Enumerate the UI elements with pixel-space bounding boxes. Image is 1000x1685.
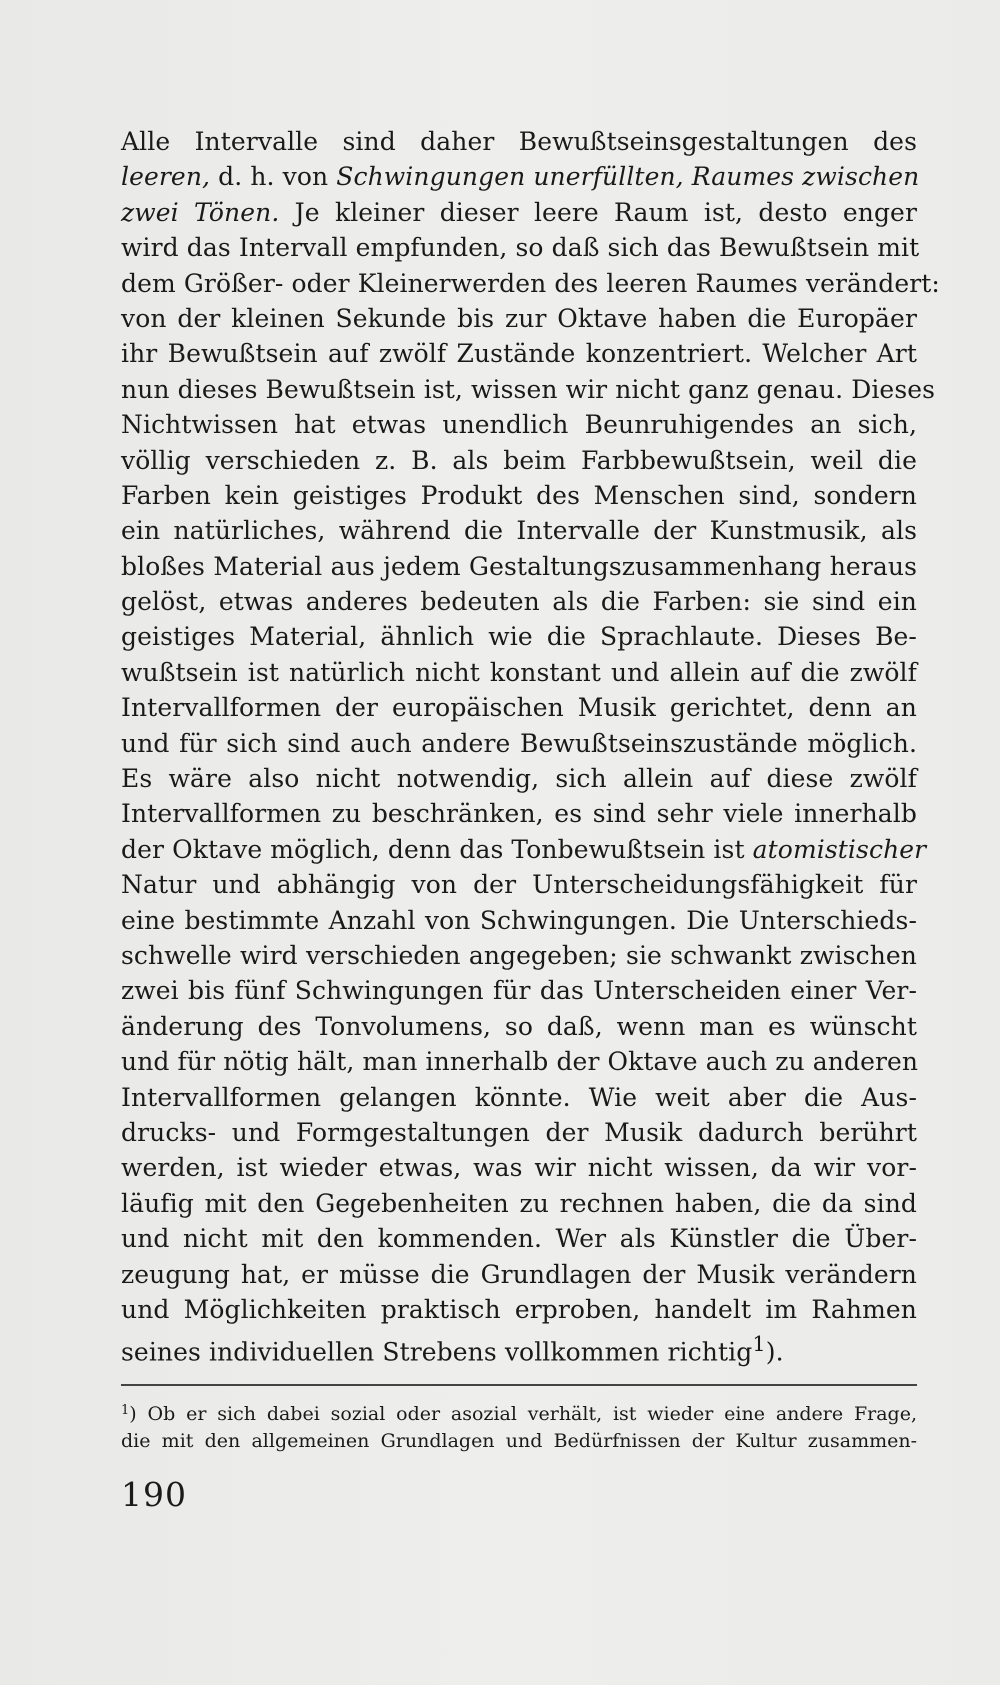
body-line (121, 584, 917, 619)
footnote (121, 1396, 917, 1456)
italic-text: leeren, (121, 162, 211, 192)
text-run: geistiges Material, ähnlich wie die Sprachlaute. Dieses Be- (121, 622, 917, 652)
body-line (121, 903, 917, 938)
text-run: zeugung hat, er müsse die Grundlagen der Musik verändern (121, 1259, 917, 1289)
text-run: werden, ist wieder etwas, was wir nicht wissen, da wir vor- (121, 1153, 917, 1183)
body-text (121, 124, 940, 1367)
body-line (121, 336, 917, 371)
italic-text: Schwingungen unerfüllten, Raumes zwischen (336, 162, 920, 192)
text-run: zwei bis fünf Schwingungen für das Unterscheiden einer Ver- (121, 976, 917, 1006)
body-line (121, 761, 917, 796)
text-run: der Oktave möglich, denn das Tonbewußtsein ist (121, 834, 753, 864)
italic-text: atomistischer (752, 834, 927, 864)
text-run: Je kleiner dieser leere Raum ist, desto enger (279, 197, 917, 227)
italic-text: zwei Tönen. (121, 197, 280, 227)
text-run: drucks- und Formgestaltungen der Musik dadurch berührt (121, 1117, 917, 1147)
footnote-marker: 1 (121, 1403, 130, 1418)
text-run: wußtsein ist natürlich nicht konstant und allein auf die zwölf (121, 657, 917, 687)
text-run: von der kleinen Sekunde bis zur Oktave haben die Europäer (121, 303, 917, 333)
text-run: ihr Bewußtsein auf zwölf Zustände konzentriert. Welcher Art (121, 339, 917, 369)
text-run: änderung des Tonvolumens, so daß, wenn man es wünscht (121, 1011, 917, 1041)
body-line (121, 513, 917, 548)
text-run: ) Ob er sich dabei sozial oder asozial verhält, ist wieder eine andere Frage, (129, 1403, 917, 1425)
text-run: gelöst, etwas anderes bedeuten als die Farben: sie sind ein (121, 587, 917, 617)
body-line (121, 1150, 917, 1185)
text-run: schwelle wird verschieden angegeben; sie schwankt zwischen (121, 940, 917, 970)
body-line (121, 230, 920, 265)
text-run: eine bestimmte Anzahl von Schwingungen. Die Unterschieds- (121, 905, 917, 935)
body-line (121, 1292, 917, 1327)
body-line (121, 867, 917, 902)
text-run: Intervallformen der europäischen Musik gerichtet, denn an (121, 693, 917, 723)
text-run: Intervallformen gelangen könnte. Wie weit aber die Aus- (121, 1082, 917, 1112)
text-run: und für sich sind auch andere Bewußtseinszustände möglich. (121, 728, 917, 758)
body-line (121, 195, 917, 230)
body-line (121, 124, 917, 159)
body-line (121, 832, 927, 867)
body-line (121, 796, 917, 831)
text-run: Nichtwissen hat etwas unendlich Beunruhigendes an sich, (121, 410, 917, 440)
body-line (121, 266, 940, 301)
body-line (121, 1221, 917, 1256)
body-line (121, 407, 917, 442)
body-line (121, 478, 917, 513)
footnote-line (121, 1396, 917, 1426)
text-run: und Möglichkeiten praktisch erproben, handelt im Rahmen (121, 1294, 917, 1324)
text-run: ein natürliches, während die Intervalle der Kunstmusik, als (121, 516, 917, 546)
text-run: und für nötig hält, man innerhalb der Oktave auch zu anderen (121, 1047, 919, 1077)
body-line (121, 938, 917, 973)
text-run: und nicht mit den kommenden. Wer als Künstler die Über- (121, 1224, 917, 1254)
text-run: d. h. von (210, 162, 337, 192)
text-run: Es wäre also nicht notwendig, sich allein auf diese zwölf (121, 764, 917, 794)
text-run: bloßes Material aus jedem Gestaltungszusammenhang heraus (121, 551, 917, 581)
body-line (121, 301, 917, 336)
body-line (121, 655, 917, 690)
body-line (121, 1257, 917, 1292)
text-run: Natur und abhängig von der Unterscheidungsfähigkeit für (121, 870, 917, 900)
text-run: seines individuellen Strebens vollkommen richtig (121, 1337, 753, 1367)
text-run: Alle Intervalle sind daher Bewußtseinsgestaltungen des (121, 127, 917, 156)
body-line (121, 549, 917, 584)
text-run: wird das Intervall empfunden, so daß sich das Bewußtsein mit (121, 233, 920, 263)
body-line (121, 690, 917, 725)
body-line (121, 1009, 917, 1044)
text-run: Farben kein geistiges Produkt des Menschen sind, sondern (121, 480, 917, 510)
body-line (121, 1115, 917, 1150)
body-line (121, 619, 917, 654)
footnote-rule (121, 1384, 917, 1386)
body-line (121, 1186, 917, 1221)
body-line (121, 1327, 917, 1367)
footnote-line (121, 1426, 917, 1456)
text-run: Intervallformen zu beschränken, es sind sehr viele innerhalb (121, 799, 917, 829)
text-run: völlig verschieden z. B. als beim Farbbewußtsein, weil die (121, 445, 917, 475)
body-line (121, 443, 917, 478)
page-number: 190 (121, 1475, 187, 1514)
body-line (121, 159, 920, 194)
body-line (121, 1080, 917, 1115)
body-line (121, 372, 936, 407)
body-line (121, 726, 917, 761)
text-run: läufig mit den Gegebenheiten zu rechnen haben, die da sind (121, 1188, 917, 1218)
text-run: ). (765, 1337, 784, 1367)
text-run: dem Größer- oder Kleinerwerden des leeren Raumes verändert: (121, 268, 940, 298)
body-line (121, 1044, 917, 1079)
text-run: nun dieses Bewußtsein ist, wissen wir nicht ganz genau. Dieses (121, 374, 936, 404)
footnote-marker: 1 (752, 1332, 766, 1357)
text-run: die mit den allgemeinen Grundlagen und Bedürfnissen der Kultur zusammen- (121, 1430, 917, 1452)
body-line (121, 973, 917, 1008)
